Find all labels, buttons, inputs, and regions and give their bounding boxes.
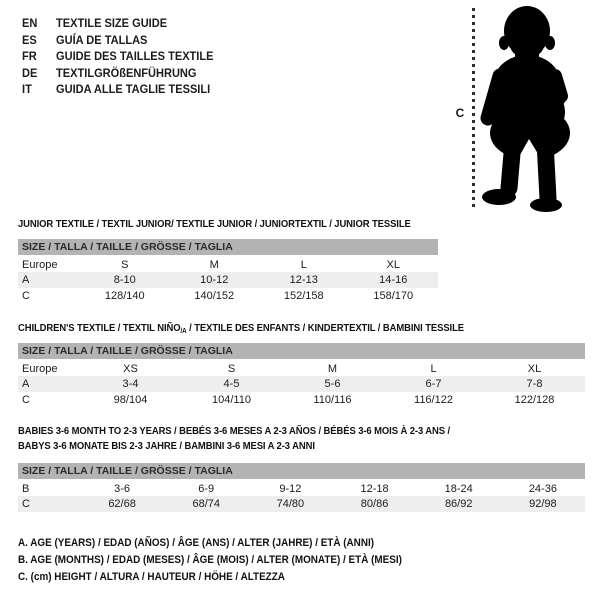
age-cell: 4-5	[223, 378, 240, 390]
table-row-age-years	[18, 376, 585, 392]
size-cell: XL	[527, 362, 542, 375]
age-cell: 6-7	[425, 378, 442, 390]
age-cell: 18-24	[444, 482, 473, 495]
height-cell: 86/92	[444, 498, 473, 510]
table-row-age-months	[18, 480, 585, 496]
language-code: EN	[22, 16, 38, 30]
children-table-title	[18, 321, 464, 339]
legend-footnotes	[18, 535, 445, 586]
age-cell: 9-12	[279, 482, 302, 495]
language-row-it	[22, 81, 213, 98]
age-cell: 3-4	[122, 378, 139, 390]
row-label: Europe	[22, 258, 58, 271]
junior-size-table	[18, 239, 438, 304]
height-cell: 116/122	[414, 394, 453, 406]
height-cell: 92/98	[529, 498, 557, 510]
size-cell: M	[327, 362, 338, 375]
footnote-height-cm: C. (cm) HEIGHT / ALTURA / HAUTEUR / HÖHE / ALTEZZA	[18, 571, 285, 583]
language-row-es	[22, 32, 213, 49]
age-cell: 12-13	[289, 274, 318, 286]
footnote-age-months: B. AGE (MONTHS) / EDAD (MESES) / ÂGE (MOIS) / ALTER (MONATE) / ETÀ (MESI)	[18, 554, 402, 566]
height-cell: 158/170	[373, 290, 414, 302]
babies-title-line2: BABYS 3-6 MONATE BIS 2-3 JAHRE / BAMBINI 3-6 MESI A 2-3 ANNI	[18, 440, 315, 452]
size-header-bar: SIZE / TALLA / TAILLE / GRÖSSE / TAGLIA	[18, 463, 585, 480]
size-cell: XS	[123, 362, 138, 375]
row-label: Europe	[22, 362, 58, 375]
height-cell: 128/140	[104, 290, 145, 302]
size-cell: L	[430, 362, 437, 375]
table-row-europe	[18, 256, 438, 272]
age-cell: 24-36	[528, 482, 557, 495]
language-title-list	[22, 15, 230, 98]
babies-table-title	[18, 424, 450, 454]
age-cell: 12-18	[360, 482, 389, 495]
size-header-bar: SIZE / TALLA / TAILLE / GRÖSSE / TAGLIA	[18, 343, 585, 360]
table-row-height-cm	[18, 288, 438, 304]
table-row-height-cm	[18, 392, 585, 408]
height-cell: 110/116	[313, 394, 352, 406]
toddler-silhouette-image	[470, 0, 600, 216]
table-row-height-cm	[18, 496, 585, 512]
age-cell: 3-6	[114, 482, 131, 495]
height-measure-label: C	[455, 106, 465, 120]
language-row-fr	[22, 48, 213, 65]
age-cell: 8-10	[113, 274, 136, 286]
row-label: B	[22, 482, 30, 495]
height-cell: 104/110	[212, 394, 251, 406]
age-cell: 14-16	[379, 274, 408, 286]
language-code: ES	[22, 32, 37, 47]
children-size-table	[18, 343, 585, 408]
language-code: FR	[22, 49, 37, 64]
language-code: IT	[22, 82, 32, 97]
language-row-de	[22, 65, 213, 82]
children-title-subscript: /A	[180, 328, 187, 335]
age-cell: 5-6	[324, 378, 341, 390]
footnote-age-years: A. AGE (YEARS) / EDAD (AÑOS) / ÂGE (ANS) / ALTER (JAHRE) / ETÀ (ANNI)	[18, 537, 375, 549]
age-cell: 7-8	[526, 378, 543, 390]
guide-title-en: TEXTILE SIZE GUIDE	[56, 16, 168, 30]
size-cell: S	[121, 258, 129, 271]
junior-table-title: JUNIOR TEXTILE / TEXTIL JUNIOR/ TEXTILE JUNIOR / JUNIORTEXTIL / JUNIOR TESSILE	[18, 218, 411, 230]
guide-title-de: TEXTILGRÖßENFÜHRUNG	[56, 65, 197, 80]
height-cell: 98/104	[113, 394, 148, 406]
children-title-text: CHILDREN'S TEXTILE / TEXTIL NIÑO	[18, 322, 181, 334]
guide-title-fr: GUIDE DES TAILLES TEXTILE	[56, 49, 214, 64]
age-cell: 6-9	[198, 482, 215, 495]
height-cell: 140/152	[194, 290, 235, 302]
height-cell: 68/74	[192, 498, 220, 510]
height-cell: 74/80	[276, 498, 305, 510]
height-cell: 80/86	[360, 498, 389, 510]
row-label: A	[22, 378, 30, 390]
row-label: C	[22, 290, 30, 302]
height-cell: 122/128	[514, 394, 555, 406]
row-label: A	[22, 274, 30, 286]
size-cell: XL	[386, 258, 400, 271]
children-title-text: / TEXTILE DES ENFANTS / KINDERTEXTIL / BAMBINI TESSILE	[186, 322, 464, 334]
table-row-europe	[18, 360, 585, 376]
size-cell: L	[300, 258, 307, 271]
age-cell: 10-12	[200, 274, 229, 286]
guide-title-es: GUÍA DE TALLAS	[56, 32, 148, 47]
row-label: C	[22, 394, 30, 406]
height-cell: 152/158	[283, 290, 324, 302]
babies-title-line1: BABIES 3-6 MONTH TO 2-3 YEARS / BEBÉS 3-6 MESES A 2-3 AÑOS / BÉBÉS 3-6 MOIS À 2-3 ANS /	[18, 425, 451, 437]
size-header-bar: SIZE / TALLA / TAILLE / GRÖSSE / TAGLIA	[18, 239, 438, 256]
language-code: DE	[22, 65, 38, 80]
height-cell: 62/68	[108, 498, 136, 510]
row-label: C	[22, 498, 30, 510]
table-row-age-years	[18, 272, 438, 288]
size-cell: M	[209, 258, 219, 271]
guide-title-it: GUIDA ALLE TAGLIE TESSILI	[56, 82, 211, 97]
size-cell: S	[227, 362, 236, 375]
language-row-en	[22, 15, 213, 32]
babies-size-table	[18, 463, 585, 512]
